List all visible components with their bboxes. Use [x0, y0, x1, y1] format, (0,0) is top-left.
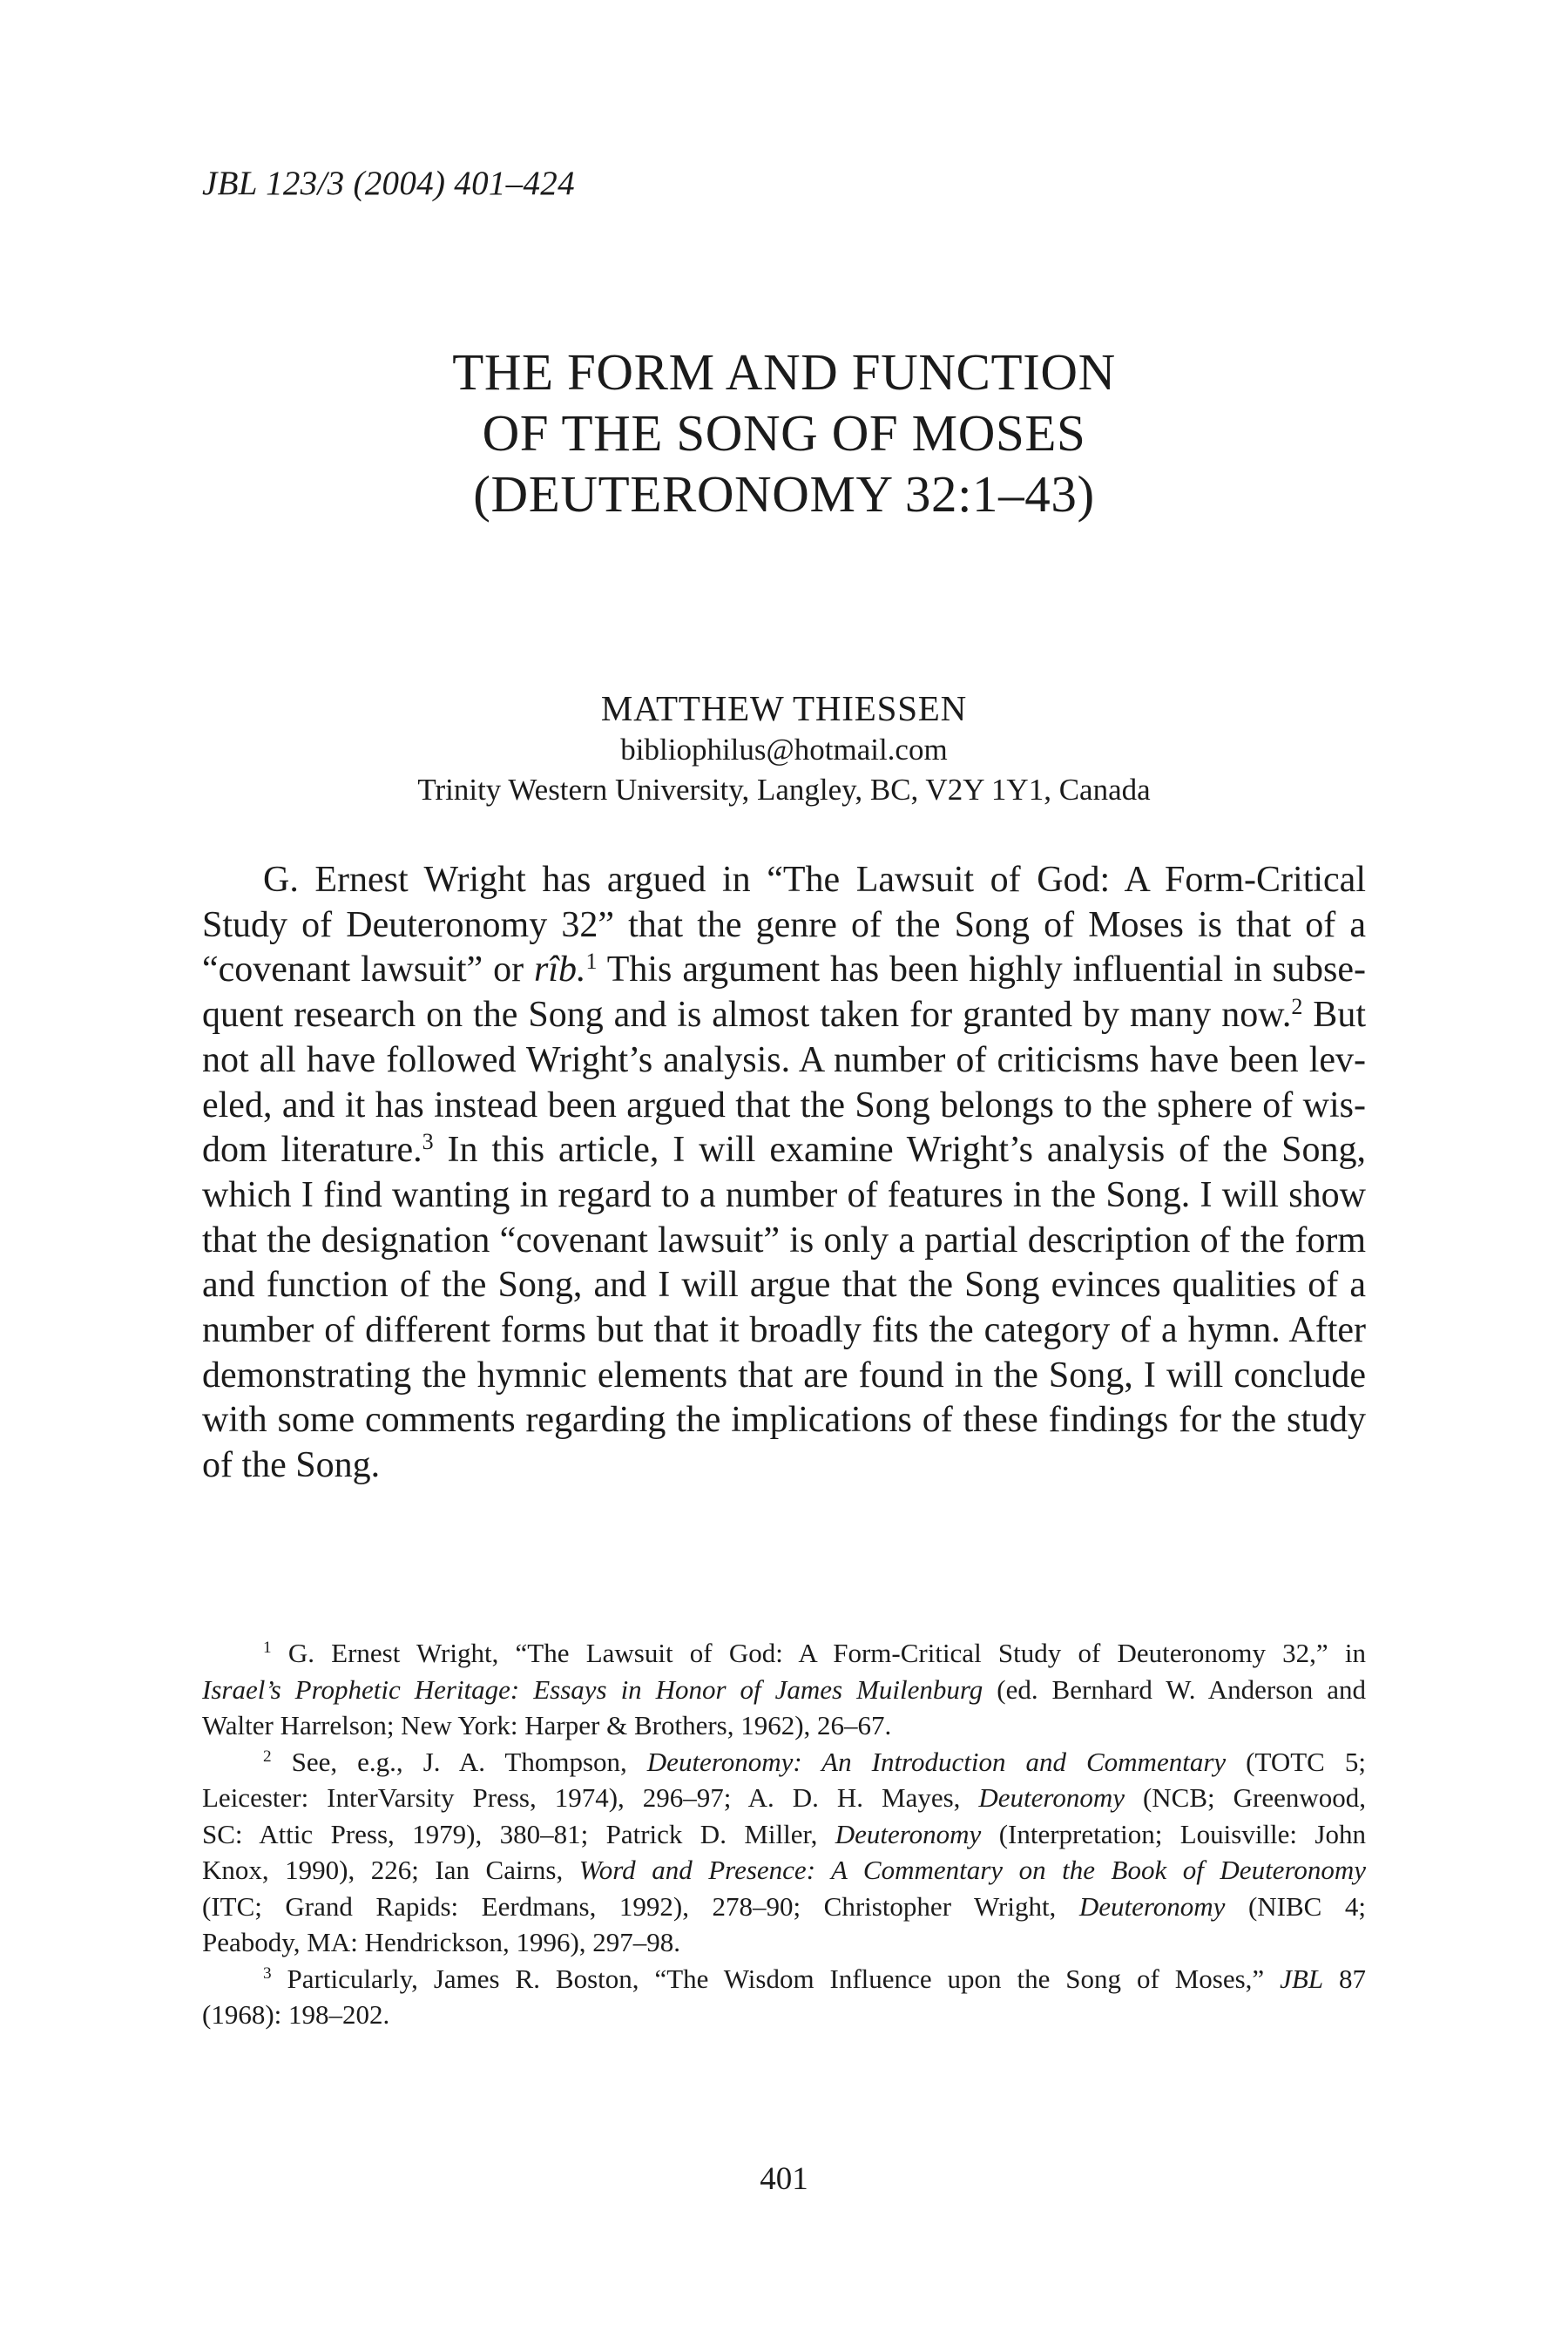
body-line: dom literature.$^3$ In this article, I will examine Wright’s analysis of the Song, — [202, 1128, 1366, 1171]
body-line: that the designation “covenant lawsuit” is only a partial description of the form — [202, 1220, 1366, 1260]
footnote-2-line: SC: Attic Press, 1979), 380–81; Patrick D. Miller, Deuteronomy (Interpretation; Louisville: John — [202, 1818, 1366, 1849]
author-name: MATTHEW THIESSEN — [600, 688, 968, 728]
body-line: and function of the Song, and I will argue that the Song evinces qualities of a — [202, 1265, 1366, 1306]
footnote-number: 3 — [263, 1963, 272, 1983]
author-email: bibliophilus@hotmail.com — [620, 733, 948, 767]
footnote-ref: 2 — [1291, 993, 1303, 1019]
body-line: Study of Deuteronomy 32” that the genre of the Song of Moses is that of a — [202, 904, 1366, 945]
page-number: 401 — [760, 2161, 808, 2197]
author-block — [0, 686, 1568, 810]
title-line-2: OF THE SONG OF MOSES — [482, 404, 1086, 462]
footnote-1-line: Israel’s Prophetic Heritage: Essays in Honor of James Muilenburg (ed. Bernhard W. Anderson and — [202, 1673, 1366, 1705]
body-line: “covenant lawsuit” or rîb.$^1$ This argument has been highly influential in subse- — [202, 949, 1366, 990]
body-line: of the Song. — [202, 1445, 381, 1486]
footnotes — [202, 1635, 1366, 2033]
body-line: demonstrating the hymnic elements that are found in the Song, I will conclude — [202, 1355, 1366, 1396]
footnote-2-line: Leicester: InterVarsity Press, 1974), 296–97; A. D. H. Mayes, Deuteronomy (NCB; Greenwood, — [202, 1782, 1366, 1813]
footnote-2-line: Peabody, MA: Hendrickson, 1996), 297–98. — [202, 1927, 681, 1957]
footnote-1-line: Walter Harrelson; New York: Harper & Brothers, 1962), 26–67. — [202, 1710, 892, 1740]
author-affiliation: Trinity Western University, Langley, BC, V2Y 1Y1, Canada — [417, 773, 1151, 807]
footnote-ref: 3 — [422, 1128, 434, 1154]
body-line: G. Ernest Wright has argued in “The Lawsuit of God: A Form-Critical — [263, 860, 1366, 900]
article-title — [0, 341, 1568, 524]
footnote-3-line: $^3$ Particularly, James R. Boston, “The Wisdom Influence upon the Song of Moses,” JBL 87 — [263, 1963, 1367, 1994]
footnote-ref: 1 — [585, 949, 598, 975]
italic-term: rîb. — [534, 950, 586, 990]
body-line: not all have followed Wright’s analysis. A number of criticisms have been lev- — [202, 1039, 1366, 1080]
title-line-1: THE FORM AND FUNCTION — [452, 343, 1116, 401]
footnote-number: 1 — [263, 1639, 272, 1658]
footnote-number: 2 — [263, 1747, 272, 1766]
body-line: with some comments regarding the implications of these findings for the study — [202, 1400, 1366, 1441]
title-line-3: (DEUTERONOMY 32:1–43) — [473, 465, 1095, 523]
body-line: quent research on the Song and is almost taken for granted by many now.$^2$ But — [202, 993, 1366, 1036]
footnote-2-line: $^2$ See, e.g., J. A. Thompson, Deuteronomy: An Introduction and Commentary (TOTC 5; — [263, 1746, 1366, 1777]
footnote-2-line: Knox, 1990), 226; Ian Cairns, Word and Presence: A Commentary on the Book of Deuteronomy — [202, 1855, 1366, 1885]
body-line: which I find wanting in regard to a number of features in the Song. I will show — [202, 1174, 1366, 1215]
body-line: eled, and it has instead been argued that the Song belongs to the sphere of wis- — [202, 1085, 1366, 1125]
footnote-2-line: (ITC; Grand Rapids: Eerdmans, 1992), 278–90; Christopher Wright, Deuteronomy (NIBC 4; — [202, 1890, 1366, 1922]
body-paragraph — [202, 858, 1366, 1489]
body-line: number of different forms but that it broadly fits the category of a hymn. After — [202, 1310, 1366, 1351]
footnote-3-line: (1968): 198–202. — [202, 1999, 390, 2030]
running-head: JBL 123/3 (2004) 401–424 — [202, 165, 575, 202]
footnote-1-line: $^1$ G. Ernest Wright, “The Lawsuit of God: A Form-Critical Study of Deuteronomy 32,” in — [263, 1638, 1366, 1668]
